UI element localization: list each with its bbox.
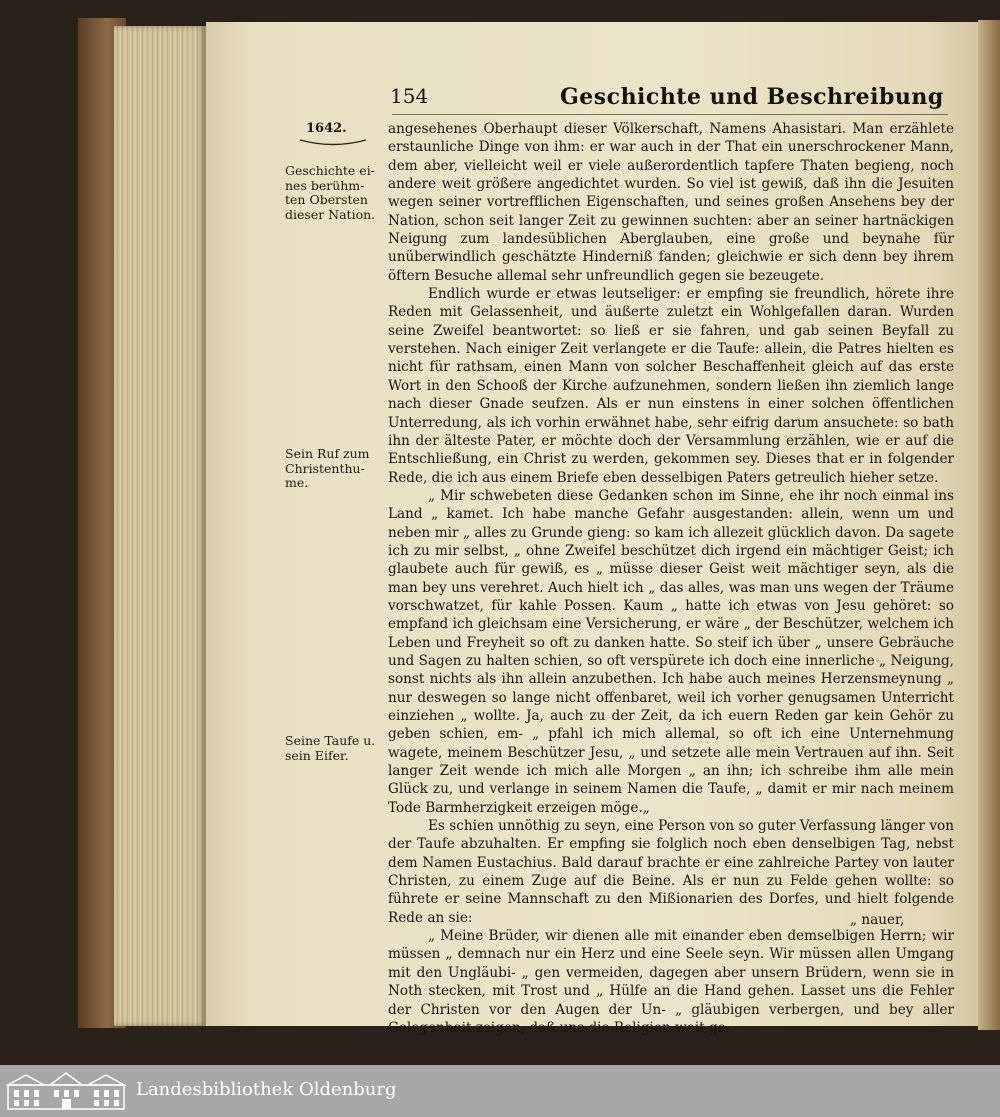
paragraph: Endlich wurde er etwas leutseliger: er empfing sie freundlich, hörete ihre Reden mit Gelassenheit, und äußerte zuletzt ein Wohlgefallen daran. Wurden seine Zweifel beantwortet: so ließ er sie fahren, und gab seinen Beyfall zu verstehen. Nach einiger Zeit verlangete er die Taufe: allein, die Patres hielten es nicht für rathsam, einen Mann von solcher Beschaffenheit gleich auf das erste Wort in den Schooß der Kirche aufzunehmen, sondern ließen ihn ziemlich lange nach dieser Gnade seufzen. Als er nun einstens in einer solchen öffentlichen Unterredung, als ich vorhin erwähnet habe, sehr eifrig darum ansuchete: so bath ihn der älteste Pater, er möchte doch der Versammlung erzählen, wie er auf die Entschließung, ein Christ zu werden, gekommen sey. Dieses that er in folgender Rede, die ich aus einem Briefe eben desselbigen Paters getreulich hieher setze.: [388, 286, 954, 486]
page-edges: [114, 26, 206, 1026]
catchword: „ nauer,: [850, 912, 905, 928]
header-rule: [392, 114, 948, 115]
library-building-logo-icon: [6, 1071, 126, 1111]
margin-note: Geschichte ei-nes berühm-ten Obersten dieser Nation.: [285, 163, 376, 222]
facing-page-edge: [978, 20, 1000, 1030]
library-footer: [0, 1065, 1000, 1117]
page-header: [390, 84, 950, 114]
margin-note: Sein Ruf zum Christenthu-me.: [285, 446, 370, 491]
quoted-speech: „ Meine Brüder, wir dienen alle mit einander eben demselbigen Herrn; wir müssen „ demnach nur ein Herz und eine Seele seyn. Wir müssen allen Umgang mit den Ungläubi- „ gen vermeiden, dagegen aber unsern Brüdern, wenn sie in Noth stecken, mit Trost und „ Hülfe an die Hand gehen. Lasset uns die Fehler der Christen vor den Augen der Un- „ gläubigen verbergen, und bey aller Gelegenheit zeigen, daß uns die Religion weit ge-: [388, 928, 954, 1036]
margin-note: Seine Taufe u. sein Eifer.: [285, 733, 376, 763]
ornament-swash-icon: [298, 137, 368, 147]
page-number: 154: [390, 84, 429, 108]
body-text: [388, 120, 954, 1037]
running-title: Geschichte und Beschreibung: [560, 84, 944, 110]
paragraph: Es schien unnöthig zu seyn, eine Person von so guter Verfassung länger von der Taufe abzuhalten. Er empfing sie folglich noch eben denselbigen Tag, nebst dem Namen Eustachius. Bald darauf brachte er eine zahlreiche Partey von lauter Christen, zu einem Zuge auf die Beine. Als er nun zu Felde gehen wollte: so führete er seine Mannschaft zu den Mißionarien des Dorfes, und hielt folgende Rede an sie:: [388, 818, 954, 926]
margin-year: 1642.: [306, 121, 347, 136]
library-name: Landesbibliothek Oldenburg: [136, 1079, 397, 1100]
paragraph: angesehenes Oberhaupt dieser Völkerschaft, Namens Ahasistari. Man erzählete erstaunliche Dinge von ihm: er war auch in der That ein unerschrockener Mann, dem aber, vielleicht weil er viele außerordentlich tapfere Thaten begieng, noch andere weit größere angedichtet wurden. So viel ist gewiß, daß ihn die Jesuiten wegen seiner vortrefflichen Eigenschaften, und seines großen Ansehens bey der Nation, schon seit langer Zeit zu gewinnen suchten: aber an seiner hartnäckigen Neigung zum landesüblichen Aberglauben, eine große und beynahe für unüberwindlich geschätzte Hinderniß fanden; gleichwie er sich denn bey ihrem öftern Besuche allemal sehr unfreundlich gegen sie bezeugete.: [388, 121, 954, 284]
quoted-speech: „ Mir schwebeten diese Gedanken schon im Sinne, ehe ihr noch einmal ins Land „ kamet. Ich habe manche Gefahr ausgestanden: allein, wenn um und neben mir „ alles zu Grunde gieng: so kam ich allezeit glücklich davon. Da sagete ich zu mir selbst, „ ohne Zweifel beschützet dich irgend ein mächtiger Geist; ich glaubete auch für gewiß, es „ müsse dieser Geist weit mächtiger seyn, als die man bey uns verehret. Auch hielt ich „ das alles, was man uns wegen der Träume vorschwatzet, für kahle Possen. Kaum „ hatte ich etwas von Jesu gehöret: so empfand ich gleichsam eine Versicherung, er wäre „ der Beschützer, welchem ich Leben und Freyheit so oft zu danken hatte. So steif ich über „ unsere Gebräuche und Sagen zu halten schien, so oft verspürete ich doch eine innerliche „ Neigung, sonst nichts als ihn allein anzubethen. Ich habe auch meines Herzensmeynung „ nur deswegen so lange nicht offenbaret, weil ich vorher genugsamen Unterricht einziehen „ wollte. Ja, auch zu der Zeit, da ich euern Reden gar kein Gehör zu geben schien, em- „ pfahl ich mich allemal, so oft ich eine Unternehmung wagete, meinem Beschützer Jesu, „ und setzete alle mein Vertrauen auf ihn. Seit langer Zeit wende ich mich alle Morgen „ an ihn; ich schreibe ihm alle mein Glück zu, und verlange in seinem Namen die Taufe, „ damit er mir nach meinem Tode Barmherzigkeit erzeigen möge.„: [388, 487, 954, 816]
